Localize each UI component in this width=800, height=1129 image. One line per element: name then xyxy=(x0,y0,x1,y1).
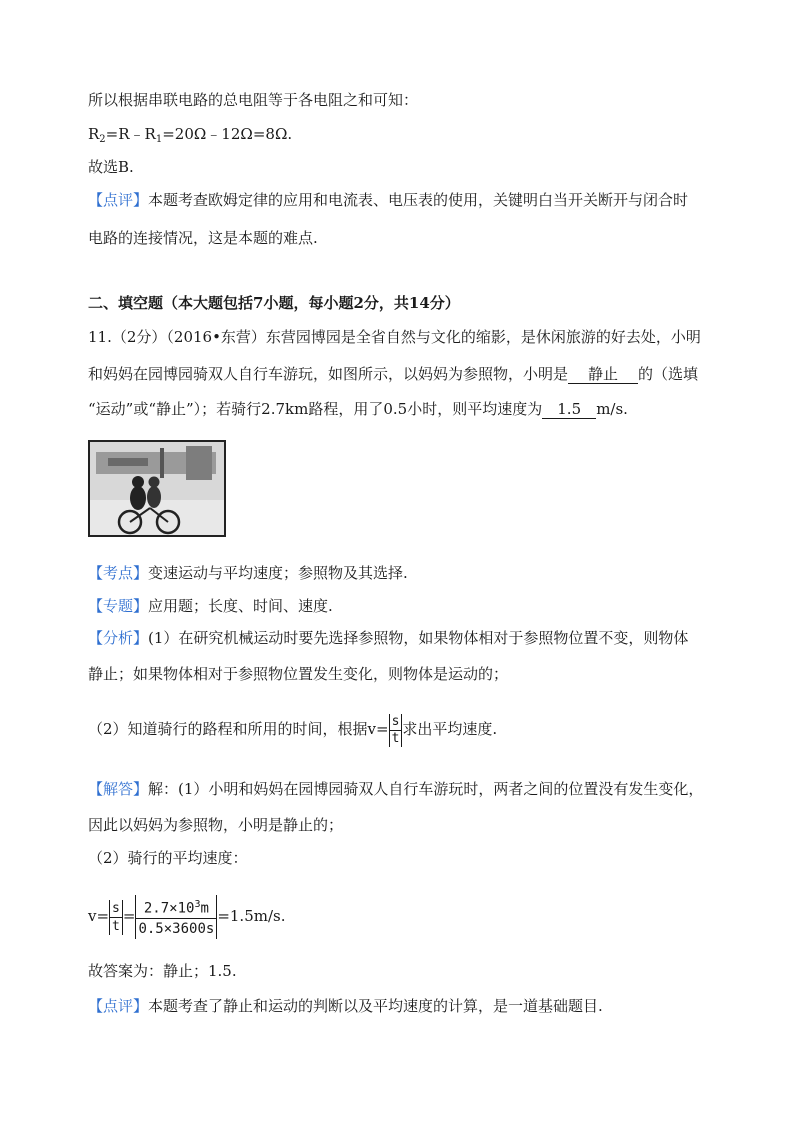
dianping-tag: 【点评】 xyxy=(88,997,149,1015)
answer-line: 故答案为：静止；1.5. xyxy=(88,962,237,980)
fenxi-line: 【分析】(1）在研究机械运动时要先选择参照物，如果物体相对于参照物位置不变，则物体 xyxy=(88,629,689,647)
section-heading: 二、填空题（本大题包括7小题，每小题2分，共14分） xyxy=(88,294,460,312)
question-line: 和妈妈在园博园骑双人自行车游玩，如图所示，以妈妈为参照物，小明是 静止 的（选填 xyxy=(88,365,699,383)
text-line: （2）骑行的平均速度： xyxy=(88,849,248,867)
kaodian-tag: 【考点】 xyxy=(88,564,149,582)
equation-line: v= $\frac{s}{t}$ = $\frac{2.7\times 10^3m}{0.5\times 3600s}$ =1.5m/s. xyxy=(88,893,285,939)
question-line: “运动”或“静止”）；若骑行2.7km路程，用了0.5小时，则平均速度为 1.5 m/s. xyxy=(88,400,628,418)
formula-line: $R_2=R﹣R_1=20\Omega﹣12\Omega=8\Omega$. xyxy=(88,125,293,145)
bicycle-illustration xyxy=(90,442,224,535)
jieda-line: 【解答】解：(1）小明和妈妈在园博园骑双人自行车游玩时，两者之间的位置没有发生变化， xyxy=(88,780,704,798)
speed-fraction: $\frac{s}{t}$ xyxy=(109,900,123,935)
bicycle-photo xyxy=(88,440,226,537)
calculation-fraction: $\frac{2.7\times 10^3m}{0.5\times 3600s}$ xyxy=(135,895,217,940)
text-line: 静止；如果物体相对于参照物位置发生变化，则物体是运动的； xyxy=(88,665,509,683)
text-line: 故选B. xyxy=(88,158,134,176)
comment-tag: 【点评】 xyxy=(88,191,149,209)
comment-line: 【点评】本题考查欧姆定律的应用和电流表、电压表的使用，关键明白当开关断开与闭合时 xyxy=(88,191,689,209)
answer-blank: 1.5 xyxy=(542,401,596,419)
zhuanti-tag: 【专题】 xyxy=(88,597,149,615)
speed-fraction: $\frac{s}{t}$ xyxy=(389,714,403,747)
fenxi-tag: 【分析】 xyxy=(88,629,149,647)
question-line: 11.（2分）（2016•东营）东营园博园是全省自然与文化的缩影，是休闲旅游的好去处，小明 xyxy=(88,328,701,346)
dianping-line: 【点评】本题考查了静止和运动的判断以及平均速度的计算，是一道基础题目. xyxy=(88,997,603,1015)
jieda-tag: 【解答】 xyxy=(88,780,149,798)
formula-line: （2）知道骑行的路程和所用的时间，根据v= $\frac{s}{t}$ 求出平均速度. xyxy=(88,713,498,746)
text-line: 因此以妈妈为参照物，小明是静止的； xyxy=(88,816,344,834)
text-line: 所以根据串联电路的总电阻等于各电阻之和可知： xyxy=(88,91,419,109)
zhuanti-line: 【专题】应用题；长度、时间、速度. xyxy=(88,597,333,615)
answer-blank: 静止 xyxy=(568,366,638,384)
kaodian-line: 【考点】变速运动与平均速度；参照物及其选择. xyxy=(88,564,408,582)
text-line: 电路的连接情况，这是本题的难点. xyxy=(88,229,318,247)
